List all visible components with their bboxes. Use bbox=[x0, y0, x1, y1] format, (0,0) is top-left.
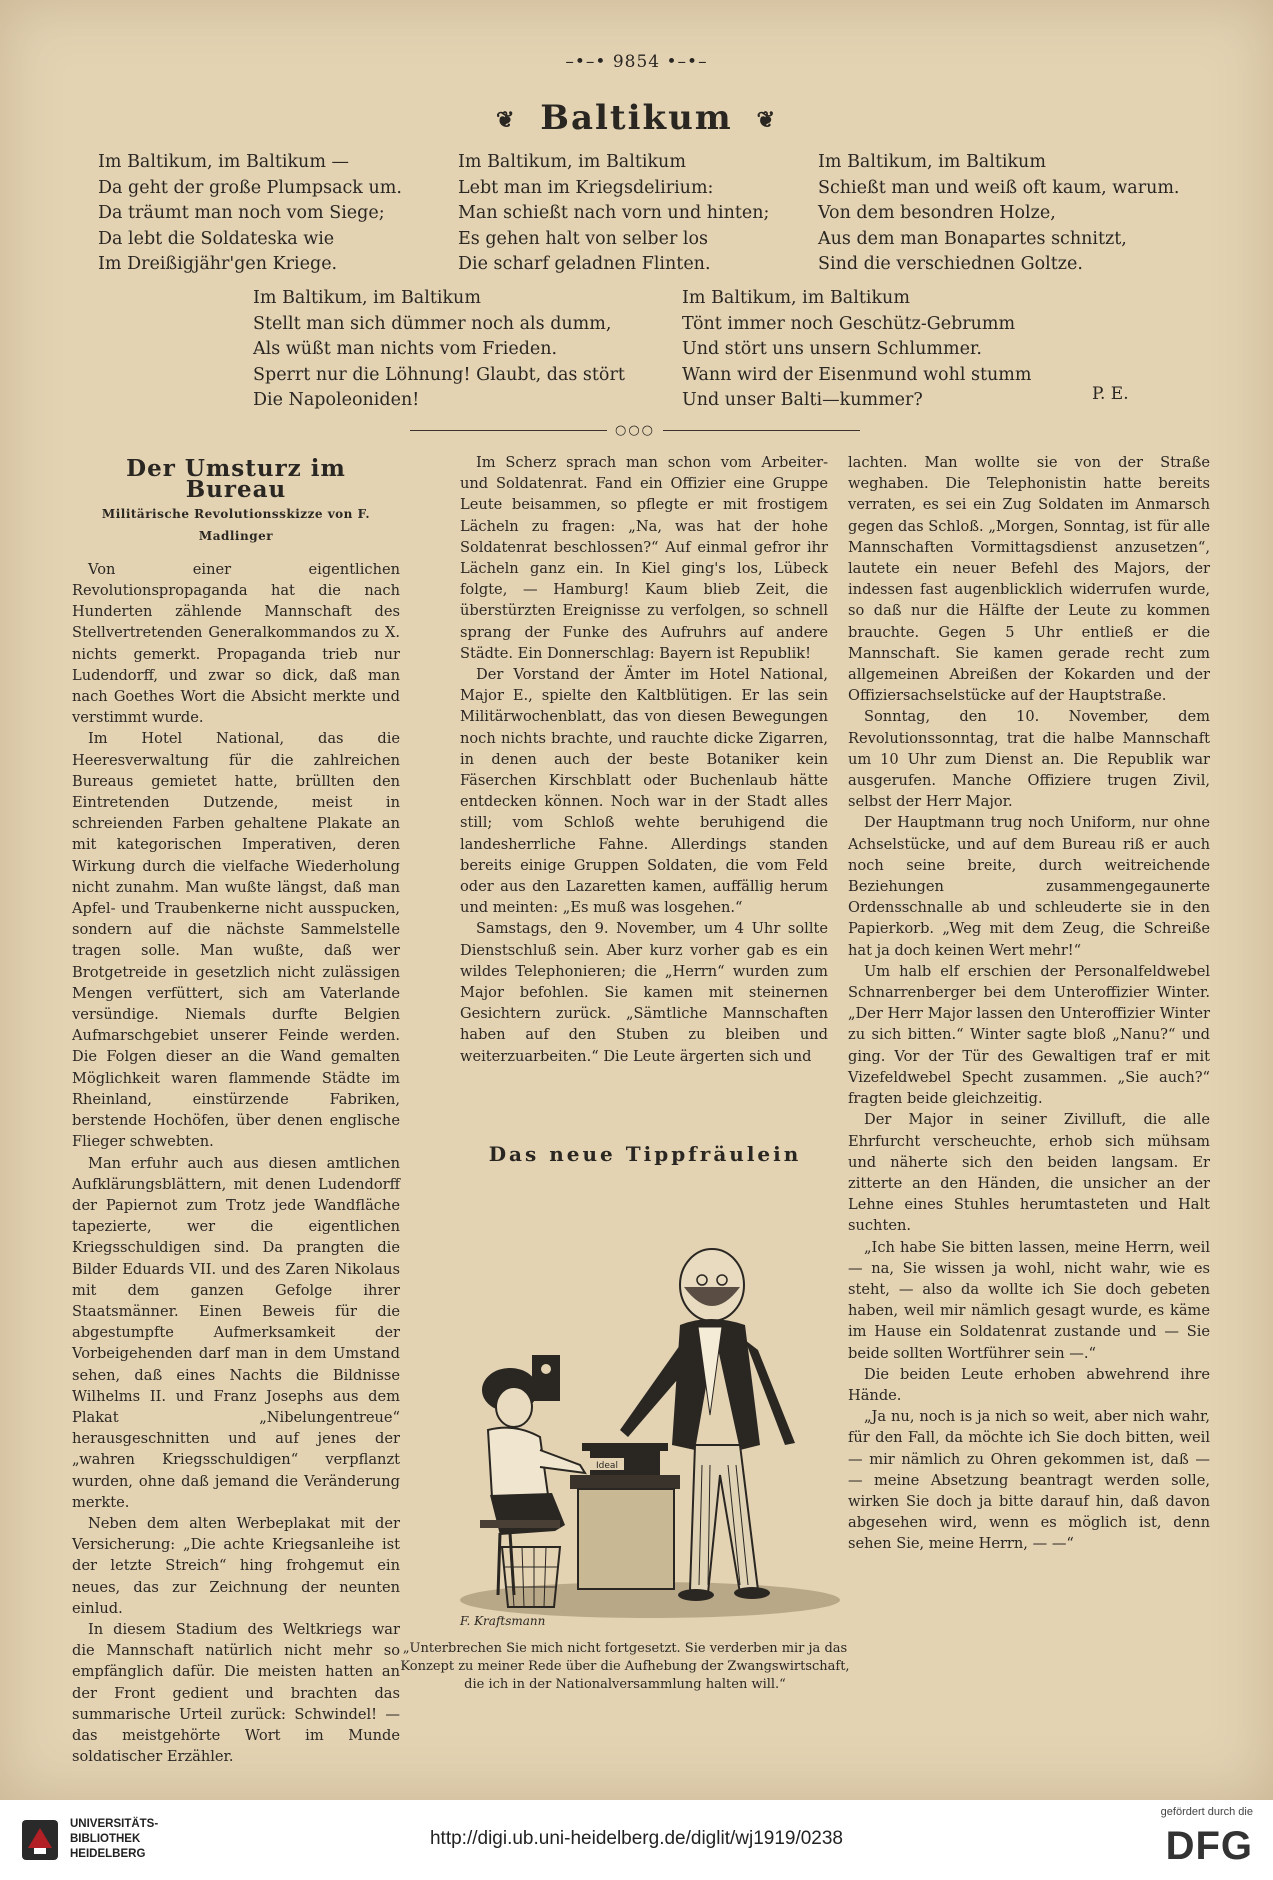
artist-signature: F. Kraftsmann bbox=[460, 1614, 546, 1628]
paragraph: In diesem Stadium des Weltkriegs war die Mannschaft natürlich nicht mehr so empfänglich dafür. Die meisten hatten an der Front gedient und brachten das summarische Urteil zurück: Schwindel! — das meistgehörte Wort im Munde soldatischer Erzähler. bbox=[72, 1620, 400, 1766]
woman-skirt bbox=[490, 1493, 565, 1535]
typewriter-carriage bbox=[582, 1443, 668, 1451]
paragraph: Man erfuhr auch aus diesen amtlichen Aufklärungsblättern, mit denen Ludendorff der Papiernot zum Trotz jede Wandfläche tapezierte, wer die eigentlichen Kriegsschuldigen sind. Da prangten die Bilder Eduards VII. und des Zaren Nikolaus mit dem ganzen Gefolge ihrer Staatsmänner. Einen Beweis für die abgestumpfte Aufmerksamkeit der Vorbeigehenden darf man in dem Umstand sehen, daß eines Nachts die Bildnisse Wilhelms II. und Franz Josephs aus dem Plakat „Nibelungentreue“ herausgeschnitten und auf jenes der „wahren Kriegsschuldigen“ verpflanzt wurden, ohne daß jemand die Veränderung merkte. bbox=[72, 1154, 400, 1511]
man-head bbox=[680, 1249, 744, 1321]
poem-stanza-3: Im Baltikum, im Baltikum Schießt man und weiß oft kaum, warum. Von dem besondren Holze, Aus dem man Bonapartes schnitzt, Sind die verschiednen Goltze. bbox=[818, 152, 1180, 274]
man-shoe-right bbox=[734, 1587, 770, 1599]
article-subtitle: Militärische Revolutionsskizze von F. Madlinger bbox=[101, 507, 371, 543]
article-title: Der Umsturz im Bureau bbox=[126, 455, 346, 504]
woman-blouse bbox=[488, 1428, 548, 1497]
cartoon-caption: „Unterbrechen Sie mich nicht fortgesetzt. Sie verderben mir ja das Konzept zu meiner Rede über die Aufhebung der Zwangswirtschaft, die ich in der Nationalversammlung halten will.“ bbox=[400, 1641, 850, 1692]
poem-stanza-2: Im Baltikum, im Baltikum Lebt man im Kriegsdelirium: Man schießt nach vorn und hinten; Es gehen halt von selber los Die scharf geladnen Flinten. bbox=[458, 152, 770, 274]
poem-signature: P. E. bbox=[1092, 384, 1129, 404]
paragraph: lachten. Man wollte sie von der Straße weghaben. Die Telephonistin hatte bereits verraten, es sei ein Zug Soldaten im Anmarsch gegen das Schloß. „Morgen, Sonntag, ist für alle Mannschaften Vormittagsdienst anzusetzen“, lautete ein neuer Befehl des Majors, der indessen fast augenblicklich widerrufen wurde, so daß nur die Hälfte der Leute zu kommen brauchte. Gegen 5 Uhr entließ er die Mannschaft. Sie kamen gerade recht zum allgemeinen Abreißen der Kokarden und der Offiziersachselstücke auf der Hauptstraße. bbox=[848, 454, 1210, 705]
woman-arm bbox=[540, 1450, 585, 1473]
paragraph: Neben dem alten Werbeplakat mit der Versicherung: „Die achte Kriegsanleihe ist der letzte Streich“ hing frohgemut ein neues, das zur Zeichnung der neunten einlud. bbox=[72, 1514, 400, 1617]
paragraph: Der Major in seiner Zivilluft, die alle Ehrfurcht verscheuchte, erhob sich mühsam und näherte sich den beiden langsam. Er zitterte an den Händen, die unsicher an der Lehne eines Stuhles herumtasteten und Halt suchten. bbox=[848, 1111, 1210, 1235]
desk-body bbox=[578, 1489, 674, 1589]
page-number-line: –•–• 9854 •–•– bbox=[565, 52, 708, 72]
paragraph: Sonntag, den 10. November, dem Revolutionssonntag, trat die halbe Mannschaft um 10 Uhr zum Dienst an. Die Republik war ausgerufen. Manche Offiziere trugen Zivil, selbst der Herr Major. bbox=[848, 708, 1210, 811]
telephone-box bbox=[532, 1355, 560, 1401]
paragraph: Im Hotel National, das die Heeresverwaltung für die zahlreichen Bureaus gemietet hatte, brüllten den Eintretenden Dutzende, meist in schreienden Farben gehaltene Plakate an mit kategorischen Imperativen, deren Wirkung durch die vielfache Wiederholung nicht zunahm. Man wußte längst, daß man Apfel- und Traubenkerne nicht ausspucken, sondern auf die nächste Sammelstelle tragen solle. Man wußte, daß wer Brotgetreide in gesetzlich nicht zulässigen Mengen verfüttert, sich am Vaterlande versündige. Niemals durfte Belgien Aufmarschgebiet unserer Feinde werden. Die Folgen dieser an die Wand gemalten Möglichkeit waren flammende Städte im Rheinland, einstürzende Fabriken, berstende Hochöfen, über denen englische Flieger schwebten. bbox=[72, 730, 400, 1151]
library-name: UNIVERSITÄTS- BIBLIOTHEK HEIDELBERG bbox=[70, 1818, 159, 1860]
paragraph: Der Hauptmann trug noch Uniform, nur ohne Achselstücke, und auf dem Bureau riß er auch noch seine breite, durch weitreichende Beziehungen zusammengegaunerte Ordensschnalle ab und schleuderte sie in den Papierkorb. „Weg mit dem Zeug, die Schreiße hat ja doch keinen Wert mehr!“ bbox=[848, 814, 1210, 959]
poem-stanza-4: Im Baltikum, im Baltikum Stellt man sich dümmer noch als dumm, Als wüßt man nichts vom Frieden. Sperrt nur die Löhnung! Glaubt, das stört Die Napoleoniden! bbox=[253, 288, 625, 410]
article-column-2 bbox=[460, 452, 828, 1067]
cartoon-title: Das neue Tippfräulein bbox=[488, 1142, 802, 1166]
man-shoe-left bbox=[678, 1589, 714, 1601]
paragraph: Der Vorstand der Ämter im Hotel National, Major E., spielte den Kaltblütigen. Er las sein Militärwochenblatt, das von diesen Bewegungen noch nichts brachte, und rauchte dicke Zigarren, in denen auch der beste Botaniker kein Fäserchen Kirschblatt oder Buchenlaub hätte entdecken können. Noch war in der Stadt alles still; vom Schloß wehte beruhigend die landesherrliche Fahne. Allerdings standen bereits einige Gruppen Soldaten, die vom Feld oder aus den Lazaretten kamen, auffällig herum und meinten: „Es muß was losgehen.“ bbox=[460, 666, 828, 917]
paragraph: Die beiden Leute erhoben abwehrend ihre Hände. bbox=[848, 1365, 1210, 1404]
ornament-left-icon: ❦ bbox=[495, 107, 517, 133]
article-column-3 bbox=[848, 452, 1210, 1555]
section-divider: ○○○ bbox=[410, 420, 860, 440]
typewriter-label: Ideal bbox=[596, 1461, 618, 1471]
stool-seat bbox=[480, 1520, 560, 1528]
paragraph: „Ja nu, noch is ja nich so weit, aber nich wahr, für den Fall, da möchte ich Sie doch bitten, weil — mir nämlich zu Ohren gekommen ist, daß — — meine Absetzung beantragt werden solle, wirken Sie doch ja bitte darauf hin, daß davon abgesehen wird, wenn es möglich ist, denn sehen Sie, meine Herrn, — —“ bbox=[848, 1408, 1210, 1553]
cartoon-illustration bbox=[440, 1175, 860, 1630]
poem-stanza-5: Im Baltikum, im Baltikum Tönt immer noch Geschütz-Gebrumm Und stört uns unsern Schlummer. Wann wird der Eisenmund wohl stumm Und unser Balti—kummer? bbox=[682, 288, 1032, 410]
woman-face bbox=[496, 1387, 532, 1427]
poem-title-text: Baltikum bbox=[540, 98, 733, 138]
footer-bar bbox=[0, 1800, 1273, 1880]
desk-top bbox=[570, 1475, 680, 1489]
ornament-right-icon: ❦ bbox=[756, 107, 778, 133]
paragraph: Im Scherz sprach man schon vom Arbeiter- und Soldatenrat. Fand ein Offizier eine Gruppe Leute beisammen, so pflegte er mit frostigem Lächeln zu fragen: „Na, was hat der hohe Soldatenrat beschlossen?“ Auf einmal gefror ihr Lächeln ganz ein. In Kiel ging's los, Lübeck folgte, — Hamburg! Kaum blieb Zeit, die überstürzten Ereignisse zu verfolgen, so schnell sprang der Funke des Aufruhrs auf andere Städte. Ein Donnerschlag: Bayern ist Republik! bbox=[460, 454, 828, 662]
poem-title bbox=[0, 98, 1273, 138]
poem-stanza-1: Im Baltikum, im Baltikum — Da geht der große Plumpsack um. Da träumt man noch vom Siege; Da lebt die Soldateska wie Im Dreißigjähr'gen Kriege. bbox=[98, 152, 402, 274]
paragraph: „Ich habe Sie bitten lassen, meine Herrn, weil — na, Sie wissen ja wohl, nicht wahr, wie es steht, — also da wollte ich Sie doch gebeten haben, weil mir nämlich gesagt wurde, es käme im Hause ein Soldatenrat zustande und — Sie beide sollten Wortführer sein —.“ bbox=[848, 1238, 1210, 1362]
paragraph: Samstags, den 9. November, um 4 Uhr sollte Dienstschluß sein. Aber kurz vorher gab es ein wildes Telephonieren; die „Herrn“ wurden zum Major befohlen. Sie kamen mit steinernen Gesichtern zurück. „Sämtliche Mannschaften haben auf den Stuben zu bleiben und weiterzuarbeiten.“ Die Leute ärgerten sich und bbox=[460, 920, 828, 1065]
paragraph: Von einer eigentlichen Revolutionspropaganda hat die nach Hunderten zählende Mannschaft des Stellvertretenden Generalkommandos zu X. nichts gemerkt. Propaganda trieb nur Ludendorff, und zwar so dick, daß man nach Goethes Wort die Absicht merkte und verstimmt wurde. bbox=[72, 560, 400, 727]
dfg-logo: DFG bbox=[1165, 1824, 1253, 1868]
page-number: 9854 bbox=[612, 52, 661, 72]
funding-label: gefördert durch die bbox=[1160, 1806, 1253, 1818]
article-column-1 bbox=[72, 452, 400, 1767]
paragraph: Um halb elf erschien der Personalfeldwebel Schnarrenberger bei dem Unteroffizier Winter. „Der Herr Major lassen den Unteroffizier Winter zu sich bitten.“ Winter sagte bloß „Nanu?“ und ging. Vor der Tür des Gewaltigen traf er mit Vizefeldwebel Specht zusammen. „Sie auch?“ fragten beide gleichzeitig. bbox=[848, 962, 1210, 1108]
source-url-link[interactable]: http://digi.ub.uni-heidelberg.de/diglit/wj1919/0238 bbox=[429, 1828, 844, 1849]
